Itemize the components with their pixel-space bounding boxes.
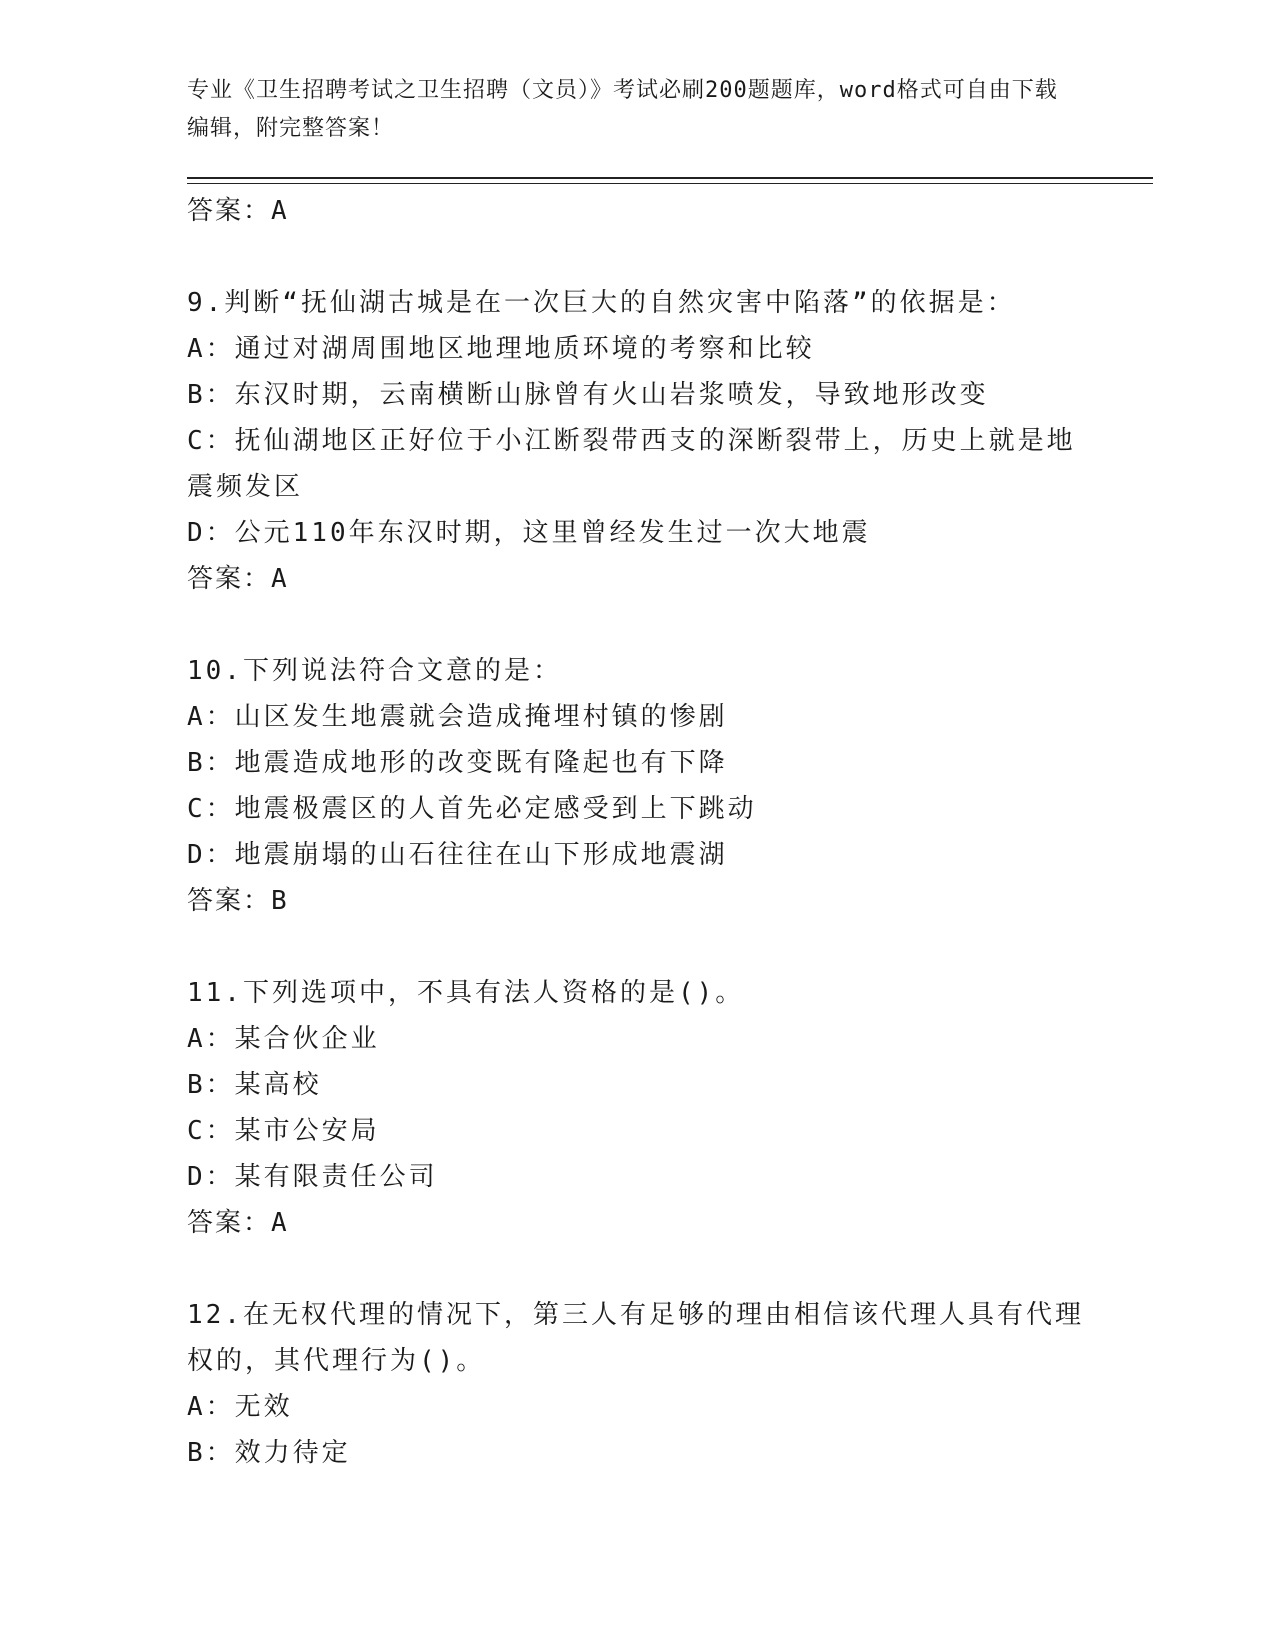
answer-label: 答案： [187,886,272,916]
answer-value: A [271,196,289,226]
question-stem: 9.判断“抚仙湖古城是在一次巨大的自然灾害中陷落”的依据是： [187,288,1016,318]
option-c: C：地震极震区的人首先必定感受到上下跳动 [187,794,757,824]
option-c: C：某市公安局 [187,1116,380,1146]
answer-line [187,188,1087,234]
option-b: B：东汉时期，云南横断山脉曾有火山岩浆喷发，导致地形改变 [187,380,989,410]
option-a: A：山区发生地震就会造成掩埋村镇的惨剧 [187,702,728,732]
question-stem: 10.下列说法符合文意的是： [187,656,562,686]
header-rule-thin [187,183,1153,184]
answer-value: A [271,1208,289,1238]
option-a: A：无效 [187,1392,293,1422]
option-b: B：地震造成地形的改变既有隆起也有下降 [187,748,728,778]
answer-label: 答案： [187,1208,272,1238]
option-a: A：某合伙企业 [187,1024,380,1054]
answer-label: 答案： [187,196,272,226]
option-d: D：某有限责任公司 [187,1162,438,1192]
answer-line [187,1200,1087,1246]
document-header: 专业《卫生招聘考试之卫生招聘（文员）》考试必刷200题题库，word格式可自由下载编辑，附完整答案！ [187,78,1058,141]
question-stem: 11.下列选项中，不具有法人资格的是()。 [187,978,745,1008]
option-b: B：某高校 [187,1070,322,1100]
question-9 [187,280,1087,602]
document-body [187,188,1087,1476]
answer-value: B [271,886,289,916]
option-a: A：通过对湖周围地区地理地质环境的考察和比较 [187,334,815,364]
header-rule [187,177,1153,179]
answer-label: 答案： [187,564,272,594]
answer-line [187,556,1087,602]
question-12 [187,1292,1087,1476]
question-11 [187,970,1087,1246]
answer-line [187,878,1087,924]
option-d: D：地震崩塌的山石往往在山下形成地震湖 [187,840,728,870]
question-10 [187,648,1087,924]
option-c: C：抚仙湖地区正好位于小江断裂带西支的深断裂带上，历史上就是地震频发区 [187,426,1076,502]
option-b: B：效力待定 [187,1438,351,1468]
option-d: D：公元110年东汉时期，这里曾经发生过一次大地震 [187,518,871,548]
answer-value: A [271,564,289,594]
question-stem: 12.在无权代理的情况下，第三人有足够的理由相信该代理人具有代理权的，其代理行为()。 [187,1300,1084,1376]
